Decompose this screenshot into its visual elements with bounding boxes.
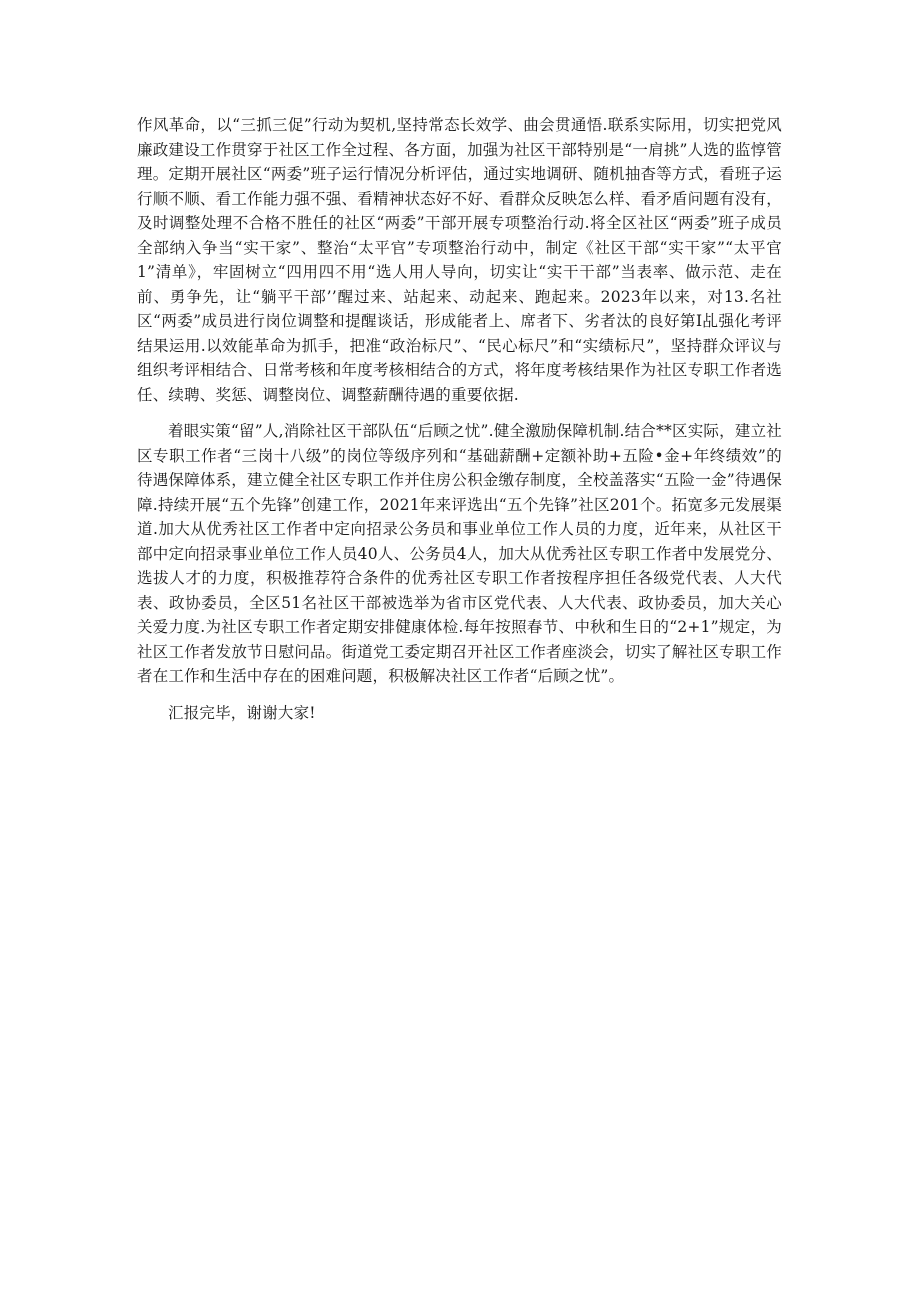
paragraph-retention-measures: 着眼实策“留”人,消除社区干部队伍“后顾之忧”.健全激励保障机制.结合**区实际，建立社区专职工作者“三岗十八级”的岗位等级序列和“基础薪酬+定额补助+五险•金+年终绩效”的待遇保障体系，建立健全社区专职工作并住房公积金缴存制度，全校盖落实“五险一金”待遇保障.持续开展“五个先锋”创建工作，2021年来评选出“五个先锋”社区201个。拓宽多元发展渠道.加大从优秀社区工作者中定向招录公务员和事业单位工作人员的力度，近年来，从社区干部中定向招录事业单位工作人员40人、公务员4人，加大从优秀社区专职工作者中发展党分、选拔人才的力度，积极推荐符合条件的优秀社区专职工作者按程序担任各级党代表、人大代表、政协委员，全区51名社区干部被选举为省市区党代表、人大代表、政协委员，加大关心关爱力度.为社区专职工作者定期安排健康体检.每年按照春节、中秋和生日的“2+1”规定，为社区工作者发放节日慰问品。街道党工委定期召开社区工作者座淡会，切实了解社区专职工作者在工作和生活中存在的困难问题，积极解决社区工作者“后顾之忧”。 — [137, 422, 782, 685]
paragraph-closing: 汇报完毕，谢谢大家! — [168, 703, 316, 722]
paragraph-work-style: 作风革命，以“三抓三促”行动为契机,坚持常态长效学、曲会贯通悟.联系实际用，切实把党风廉政建设工作贯穿于社区工作全过程、各方面，加强为社区干部特别是“一肩挑”人选的监惇管理。定期开展社区“两委”班子运行情况分析评估，通过实地调研、随机抽杳等方式，看班子运行顺不顺、看工作能力强不强、看精神状态好不好、看群众反映怎么样、看矛盾问题有没有，及时调整处理不合格不胜任的社区“两委”干部开展专项整治行动.将全区社区“两委”班子成员全部纳入争当“实干家”、整治“太平官”专项整治行动中，制定《社区干部“实干家”“太平官1”清单》，牢固树立“四用四不用“选人用人导向，切实让“实干干部”当表率、做示范、走在前、勇争先，让“躺平干部’’醒过来、站起来、动起来、跑起来。2023年以来，对13.名社区“两委”成员进行岗位调整和提醒谈话，形成能者上、席者下、劣者汰的良好第I乩强化考评结果运用.以效能革命为抓手，把准“政治标尺”、“民心标尺”和“实绩标尺”，坚持群众评议与组织考评相结合、日常考核和年度考核相结合的方式，将年度考核结果作为社区专职工作者选任、续聘、奖惩、调整岗位、调整薪酬待遇的重要依据. — [137, 116, 782, 404]
document-body — [137, 113, 782, 737]
